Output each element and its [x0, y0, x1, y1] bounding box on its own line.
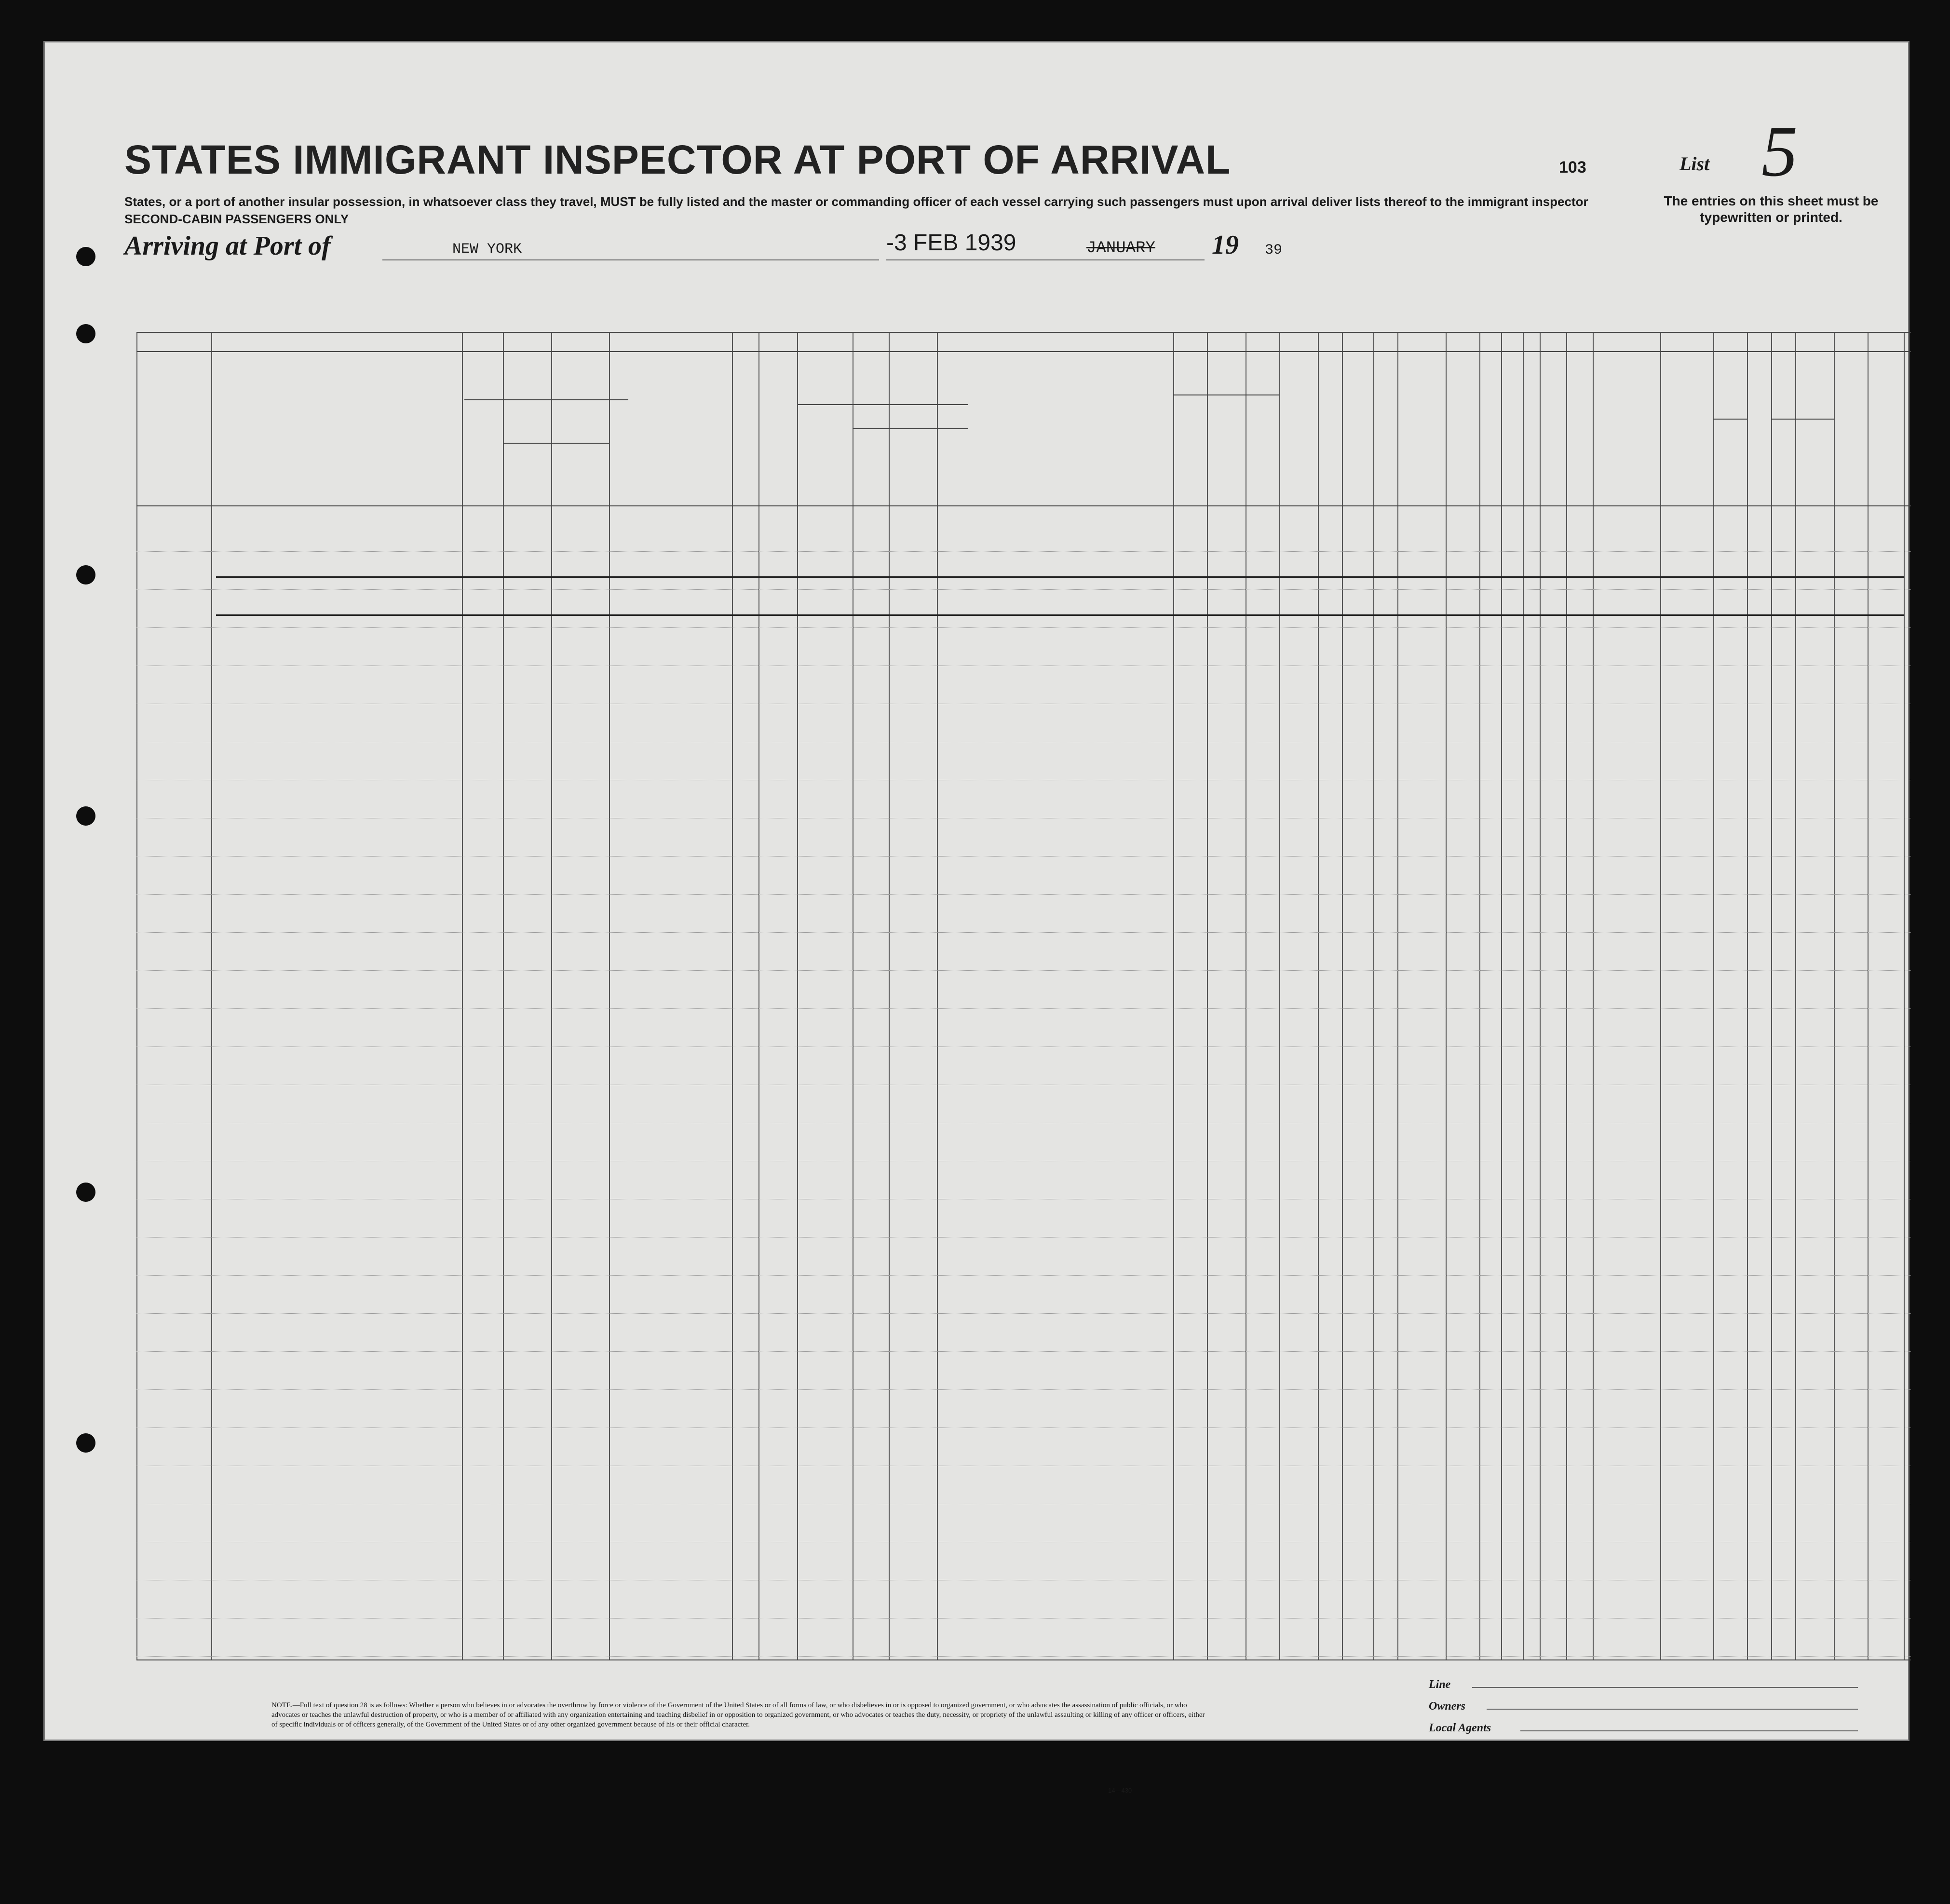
row-line [136, 1656, 1911, 1657]
row-line [136, 1008, 1911, 1009]
list-label: List [1679, 153, 1710, 175]
grid-column-line [889, 332, 890, 1659]
grid-column-line [1540, 332, 1541, 1659]
date-stamp: -3 FEB 1939 [886, 230, 1016, 256]
row-line [136, 856, 1911, 857]
line-label: Line [1429, 1678, 1451, 1691]
grid-column-line [1593, 332, 1594, 1659]
grid-column-line [1771, 332, 1772, 1659]
strikethrough-line [216, 576, 1904, 578]
grid-column-line [1795, 332, 1796, 1659]
row-line [136, 627, 1911, 628]
agents-label: Local Agents [1429, 1722, 1491, 1734]
grid-column-line [1173, 332, 1174, 1659]
port-underline [382, 259, 879, 260]
grid-column-line [503, 332, 504, 1659]
date-underline [886, 259, 1205, 260]
grid-column-line [1397, 332, 1398, 1659]
page-title: STATES IMMIGRANT INSPECTOR AT PORT OF ARRIVAL [124, 137, 1231, 182]
colnum-line [136, 351, 1911, 352]
grid-column-line [937, 332, 938, 1659]
row-line [136, 1351, 1911, 1352]
header-anarchist [1344, 356, 1371, 501]
port-name: NEW YORK [452, 241, 522, 258]
header-return-intent [1176, 356, 1205, 501]
header-citizen-intent [1248, 356, 1277, 501]
punch-hole [76, 247, 95, 266]
footnote-q28: NOTE.—Full text of question 28 is as follows: Whether a person who believes in or advocates the overthrow by force or violence of the Government of the United States or of all forms of law, or who disbelieves in or is opposed to organized government, or who advocates the assassination of public officials, or who advocates or teaches the unlawful destruction of property, or who is a member of or affiliated with any organization entertaining and teaching disbelief in or opposition to organized government, or who advocates or teaches the duty, necessity, or propriety of the unlawful assaulting or killing of any officer or officers, either of specific individuals or of officers generally, of the Government of the United States or of any other organized government because of his or their official character. [271, 1701, 1205, 1728]
row-line [136, 894, 1911, 895]
grid-column-line [1373, 332, 1374, 1659]
grid-column-line [1904, 332, 1905, 1659]
row-line [136, 1237, 1911, 1238]
grid-column-line [1342, 332, 1343, 1659]
row-line [136, 1275, 1911, 1276]
height-subline [1713, 419, 1747, 420]
punch-hole [76, 1183, 95, 1202]
arriving-label: Arriving at Port of [124, 231, 331, 261]
list-number: 5 [1761, 111, 1798, 191]
form-number: 103 [1559, 158, 1586, 177]
entries-note: The entries on this sheet must be typewritten or printed. [1664, 193, 1879, 225]
grid-column-line [462, 332, 463, 1659]
year-prefix: 19 [1212, 230, 1239, 260]
been-in-us-subline [798, 404, 968, 405]
owners-label: Owners [1429, 1700, 1466, 1713]
destination-subline [464, 399, 628, 400]
header-labor-offer [1400, 356, 1443, 501]
usa-subline [503, 443, 609, 444]
punch-hole [76, 324, 95, 343]
grid-column-line [732, 332, 733, 1659]
header-prison [1282, 356, 1315, 501]
punch-hole [76, 806, 95, 826]
grid-column-line [758, 332, 759, 1659]
grid-column-line [1501, 332, 1502, 1659]
header-bottom-line [136, 505, 1911, 506]
row-line [136, 1389, 1911, 1390]
header-overthrow [1376, 356, 1395, 501]
color-subline [1771, 419, 1834, 420]
table-bottom-line [136, 1659, 1911, 1660]
intro-line-2: SECOND-CABIN PASSENGERS ONLY [124, 212, 349, 226]
grid-column-line [1713, 332, 1714, 1659]
grid-column-line [609, 332, 610, 1659]
punch-hole [76, 565, 95, 585]
row-line [136, 970, 1911, 971]
header-possession-50 [733, 356, 757, 501]
agents-field [1520, 1730, 1858, 1731]
month-struck: JANUARY [1086, 239, 1155, 258]
grid-column-line [1747, 332, 1748, 1659]
header-excluded [1448, 356, 1477, 501]
punch-hole [76, 1433, 95, 1453]
grid-column-line [551, 332, 552, 1659]
grid-column-line [1660, 332, 1661, 1659]
strikethrough-line [216, 614, 1904, 616]
grid-column-line [1279, 332, 1280, 1659]
row-line [136, 589, 1911, 590]
owners-field [1487, 1709, 1858, 1710]
grid-column-line [211, 332, 212, 1659]
grid-column-line [1523, 332, 1524, 1659]
grid-column-line [1566, 332, 1567, 1659]
grid-column-line [1207, 332, 1208, 1659]
row-line [136, 932, 1911, 933]
manifest-sheet [43, 41, 1909, 1794]
row-line [136, 1313, 1911, 1314]
grid-column-line [1834, 332, 1835, 1659]
grid-column-line [1318, 332, 1319, 1659]
grid-column-line [1446, 332, 1447, 1659]
intro-text [124, 193, 1648, 228]
if-yes-subline [853, 428, 968, 429]
header-arrested [1482, 356, 1501, 501]
header-polygamist [1320, 356, 1340, 501]
year-suffix: 39 [1265, 242, 1283, 258]
grid-column-line [797, 332, 798, 1659]
intro-line-1: States, or a port of another insular possession, in whatsoever class they travel, MUST be fully listed and the master or commanding officer of each vessel carrying such passengers must upon arrival deliver lists thereof to the immigrant inspector [124, 194, 1588, 209]
header-ticket [660, 356, 679, 501]
form-code: 14—430 [1108, 1787, 1132, 1794]
grid-column-line [1868, 332, 1869, 1659]
header-top-line [136, 332, 1911, 333]
grid-column-line [1479, 332, 1480, 1659]
row-line [136, 551, 1911, 552]
grid-column-line [136, 332, 137, 1659]
header-length-stay [1209, 356, 1243, 501]
manifest-table [136, 332, 1911, 1659]
line-field [1472, 1687, 1858, 1688]
